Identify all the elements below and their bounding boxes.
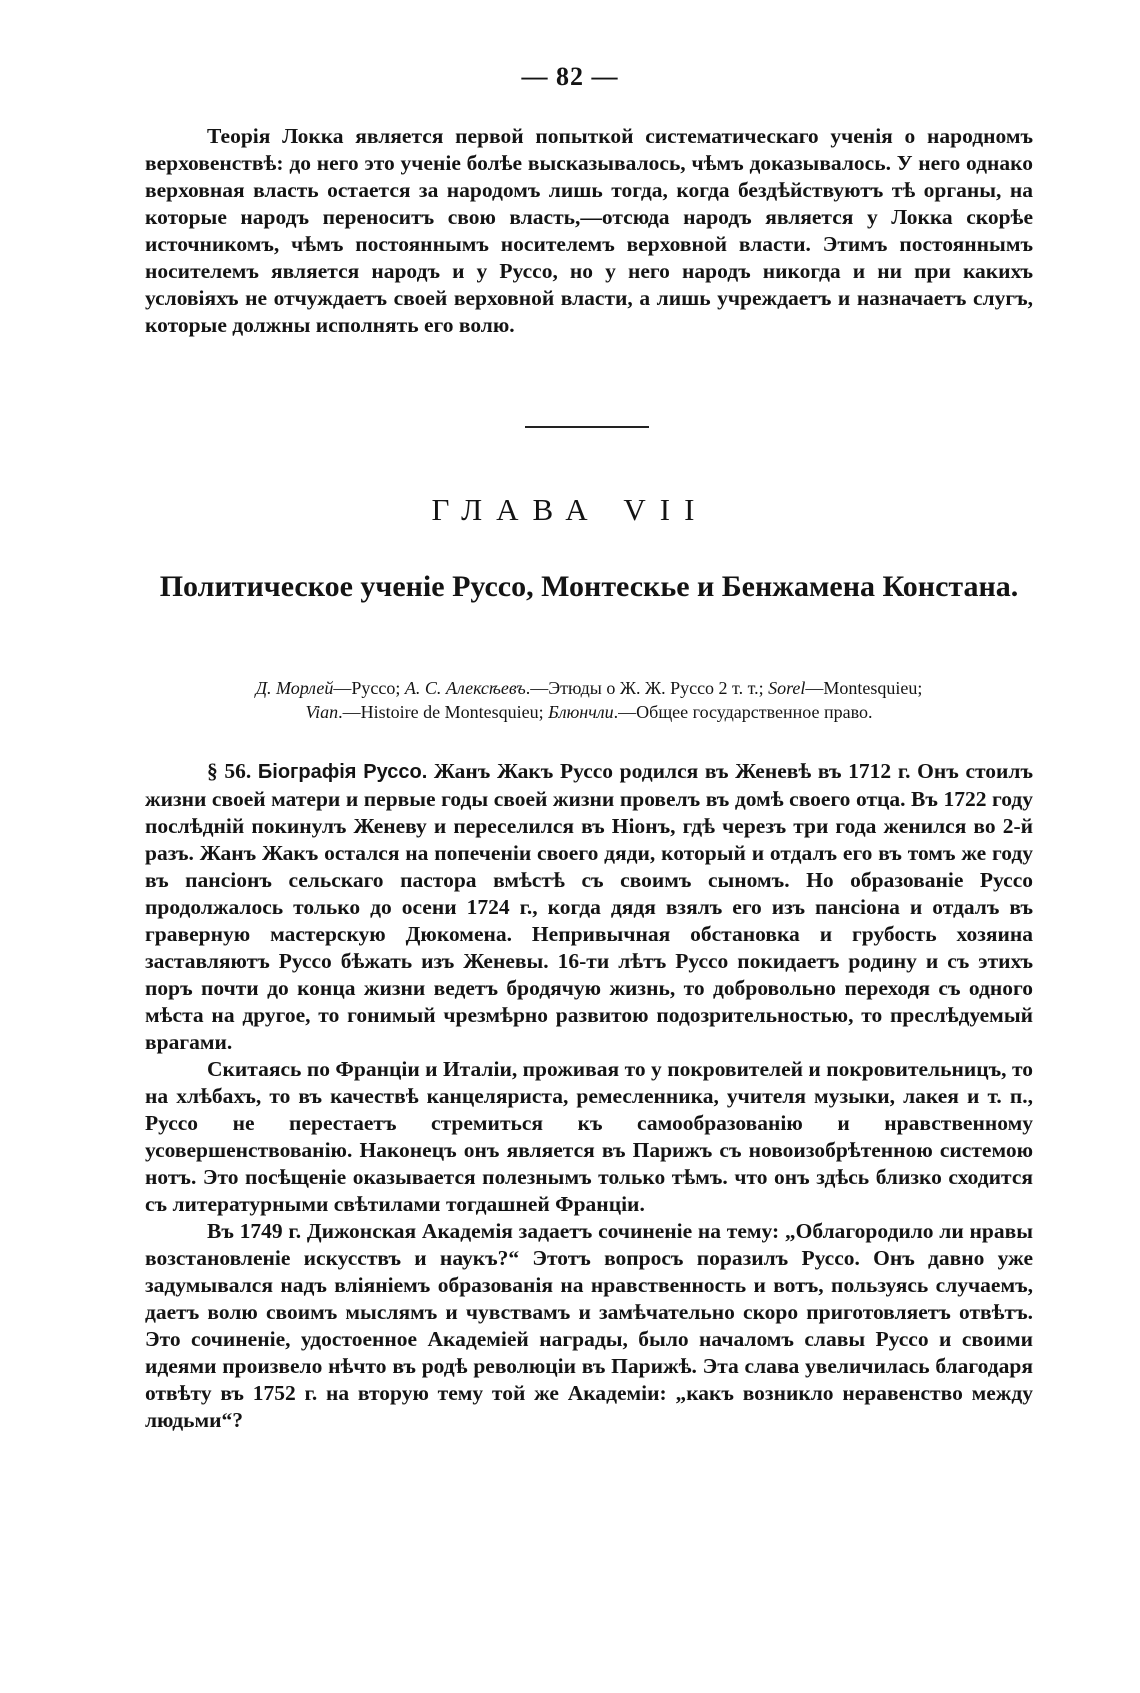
reference-item [405, 678, 768, 698]
intro-paragraph: Теорія Локка является первой попыткой систематическаго ученія о народномъ верховенствѣ: до него это ученіе болѣе высказывалось, чѣмъ доказывалось. У него однако верховная власть остается за народомъ лишь тогда, когда бездѣйствуютъ тѣ органы, на которые народъ переноситъ свою власть,—отсюда народъ является у Локка скорѣе источникомъ, чѣмъ постояннымъ носителемъ верховной власти. Этимъ постояннымъ носителемъ является народъ и у Руссо, но у него народъ никогда и ни при какихъ условіяхъ не отчуждаетъ своей верховной власти, а лишь учреждаетъ и назначаетъ слугъ, которые должны исполнять его волю. [145, 124, 1033, 337]
reference-author: А. С. Алексѣевъ [404, 678, 526, 698]
section-paragraph: Скитаясь по Франціи и Италіи, проживая то у покровителей и покровительницъ, то на хлѣбахъ, то въ качествѣ канцеляриста, ремесленника, учителя музыки, лакея и т. п., Руссо не перестаетъ стремиться къ самообразованію и нравственному усовершенствованію. Наконецъ онъ является въ Парижъ съ новоизобрѣтенною системою нотъ. Это посѣщеніе оказывается полезнымъ только тѣмъ. что онъ здѣсь близко сходится съ литературными свѣтилами тогдашней Франціи. [145, 1057, 1033, 1216]
reference-work: —Руссо; [333, 678, 405, 698]
section-heading: Біографія Руссо. [257, 761, 428, 783]
reference-work: —Montesquieu; [805, 678, 923, 698]
reference-author: Д. Морлей [255, 678, 334, 698]
section-paragraph: Въ 1749 г. Дижонская Академія задаетъ сочиненіе на тему: „Облагородило ли нравы возстановленіе искусствъ и наукъ?“ Этотъ вопросъ поразилъ Руссо. Онъ давно уже задумывался надъ вліяніемъ образованія на нравственность и вотъ, пользуясь случаемъ, даетъ волю своимъ мыслямъ и чувствамъ и замѣчательно скоро приготовляетъ отвѣтъ. Это сочиненіе, удостоенное Академіей награды, было началомъ славы Руссо и своими идеями произвело нѣчто въ родѣ революціи въ Парижѣ. Эта слава увеличилась благодаря отвѣту въ 1752 г. на вторую тему той же Академіи: „какъ возникло неравенство между людьми“? [145, 1219, 1033, 1432]
section-number: § 56. [207, 759, 252, 783]
section-text-block [145, 758, 1033, 1434]
chapter-label: ГЛАВА VII [431, 492, 709, 527]
reference-work: .—Этюды о Ж. Ж. Руссо 2 т. т.; [525, 678, 769, 698]
section-paragraph [145, 758, 1033, 1056]
section-divider [525, 426, 649, 428]
reference-work: .—Histoire de Montesquieu; [338, 702, 549, 722]
intro-text-block [145, 123, 1033, 339]
reference-item [768, 678, 922, 698]
reference-author: Sorel [768, 678, 806, 698]
chapter-title: Политическое ученіе Руссо, Монтескье и Бенжамена Констана. [159, 570, 1019, 603]
section-paragraph-text: Жанъ Жакъ Руссо родился въ Женевѣ въ 1712 г. Онъ стоилъ жизни своей матери и первые годы своей жизни провелъ въ домѣ своего отца. Въ 1722 году послѣдній покинулъ Женеву и переселился въ Ніонъ, гдѣ черезъ три года женился во 2-й разъ. Жанъ Жакъ остался на попеченіи своего дяди, который и отдалъ его въ томъ же году въ пансіонъ сельскаго пастора вмѣстѣ съ своимъ сыномъ. Но образованіе Руссо продолжалось только до осени 1724 г., когда дядя взялъ его изъ пансіона и отдалъ въ граверную мастерскую Дюкомена. Непривычная обстановка и грубость хозяина заставляютъ Руссо бѣжать изъ Женевы. 16-ти лѣтъ Руссо покидаетъ родину и съ этихъ поръ почти до конца жизни ведетъ бродячую жизнь, то добровольно переходя съ одного мѣста на другое, то гонимый чрезмѣрно развитою подозрительностью, то преслѣдуемый врагами. [145, 759, 1034, 1054]
reference-item [305, 702, 548, 722]
reference-item [548, 702, 872, 722]
reference-work: .—Общее государственное право. [613, 702, 873, 722]
reference-author: Vian [305, 702, 339, 722]
reference-author: Блюнчли [548, 702, 614, 722]
reference-item [256, 678, 405, 698]
page-number: — 82 — [521, 62, 619, 91]
references-list [145, 676, 1033, 724]
